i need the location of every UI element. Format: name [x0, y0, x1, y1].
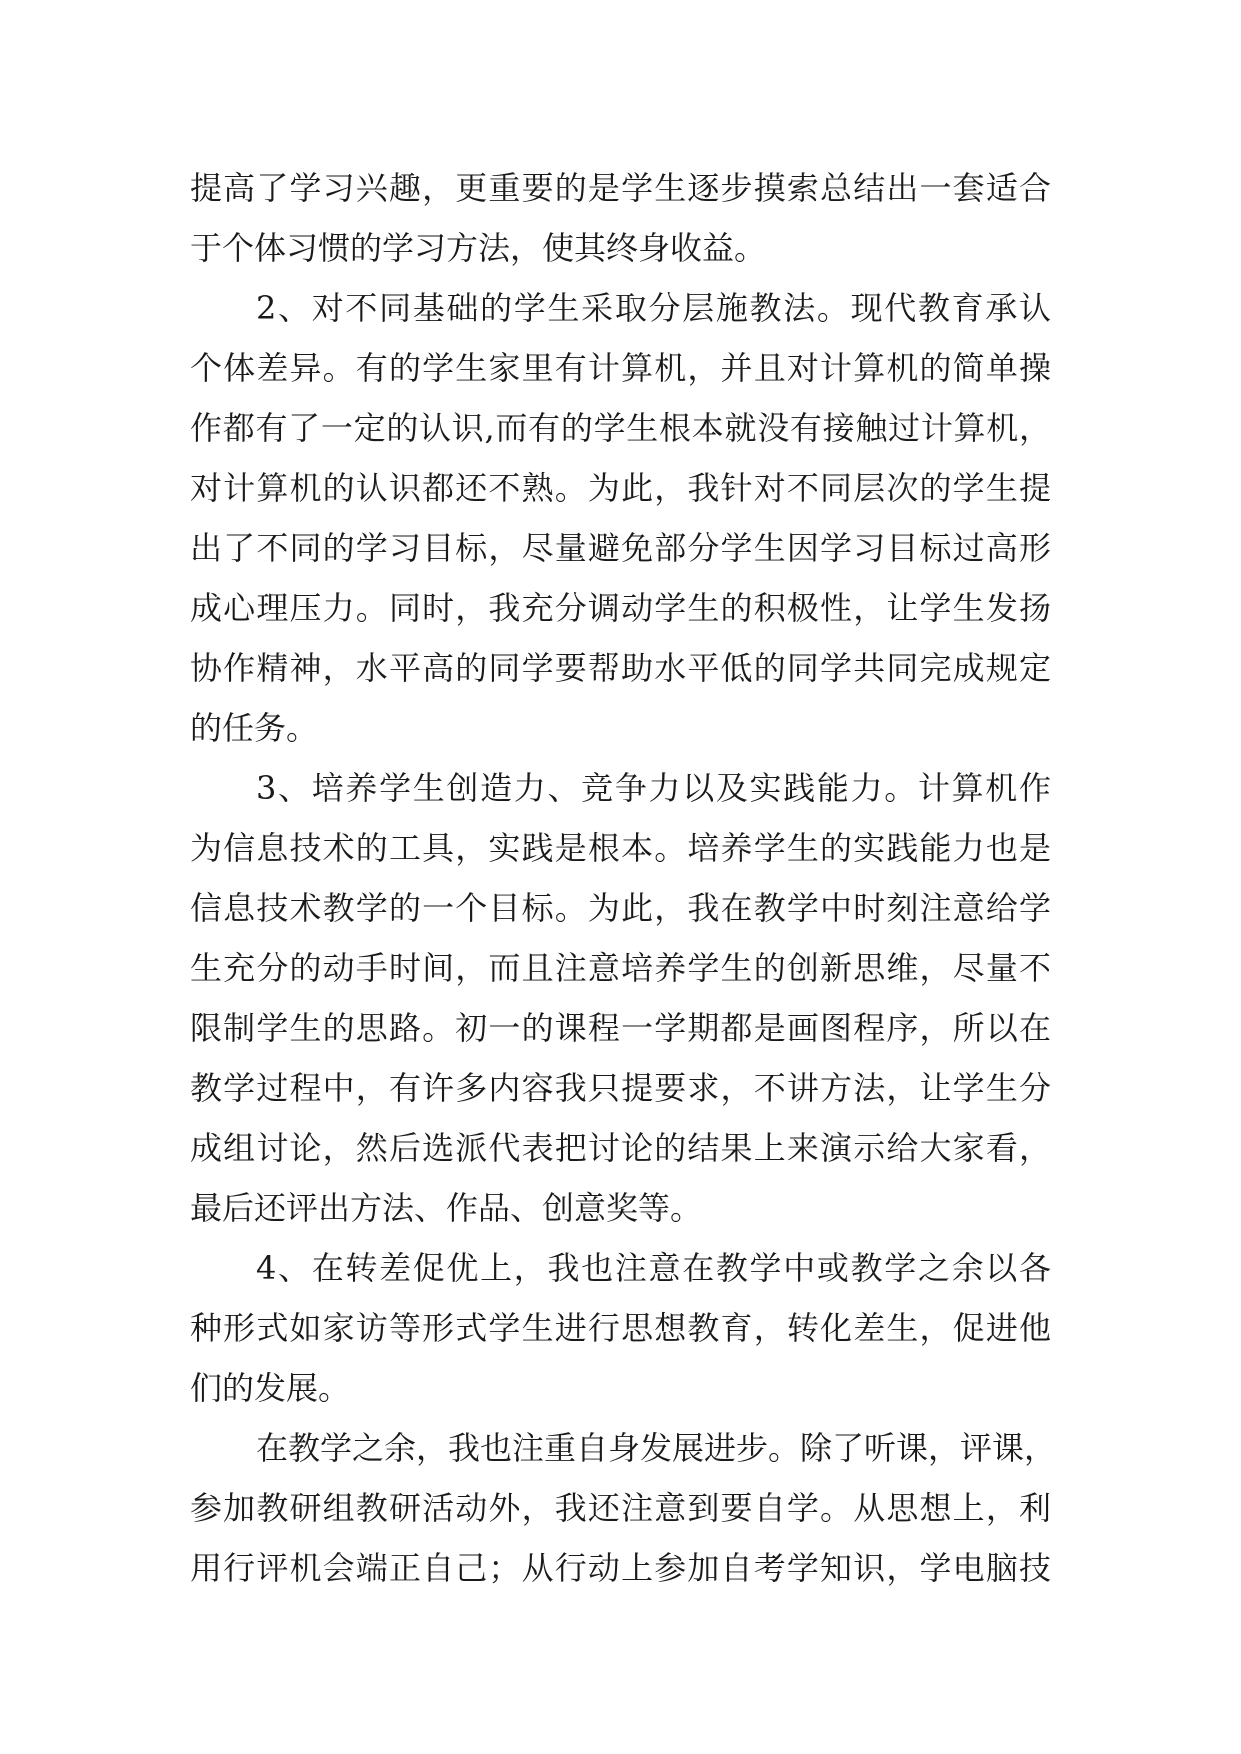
text-line: 出了不同的学习目标，尽量避免部分学生因学习目标过高形 — [190, 529, 1051, 567]
text-line: 在教学之余，我也注重自身发展进步。除了听课，评课， — [256, 1429, 1057, 1467]
text-line: 参加教研组教研活动外，我还注意到要自学。从思想上，利 — [190, 1489, 1051, 1527]
text-line: 提高了学习兴趣，更重要的是学生逐步摸索总结出一套适合 — [190, 169, 1051, 207]
text-line: 个体差异。有的学生家里有计算机，并且对计算机的简单操 — [190, 349, 1051, 387]
text-line: 教学过程中，有许多内容我只提要求，不讲方法，让学生分 — [190, 1069, 1051, 1107]
text-line: 信息技术教学的一个目标。为此，我在教学中时刻注意给学 — [190, 889, 1051, 927]
text-line: 的任务。 — [190, 709, 319, 747]
text-line: 种形式如家访等形式学生进行思想教育，转化差生，促进他 — [190, 1309, 1051, 1347]
text-line: 作都有了一定的认识,而有的学生根本就没有接触过计算机， — [190, 409, 1051, 447]
text-line: 对计算机的认识都还不熟。为此，我针对不同层次的学生提 — [190, 469, 1051, 507]
text-line: 成组讨论，然后选派代表把讨论的结果上来演示给大家看， — [190, 1129, 1051, 1167]
text-line: 于个体习惯的学习方法，使其终身收益。 — [190, 229, 767, 267]
text-line: 协作精神，水平高的同学要帮助水平低的同学共同完成规定 — [190, 649, 1051, 687]
text-line: 4、在转差促优上，我也注意在教学中或教学之余以各 — [256, 1249, 1051, 1287]
text-line: 3、培养学生创造力、竞争力以及实践能力。计算机作 — [256, 769, 1051, 807]
body-text — [190, 158, 1057, 1598]
text-line: 生充分的动手时间，而且注意培养学生的创新思维，尽量不 — [190, 949, 1051, 987]
text-line: 最后还评出方法、作品、创意奖等。 — [190, 1189, 703, 1227]
text-line: 2、对不同基础的学生采取分层施教法。现代教育承认 — [256, 289, 1051, 327]
text-line: 为信息技术的工具，实践是根本。培养学生的实践能力也是 — [190, 829, 1051, 867]
text-line: 们的发展。 — [190, 1369, 351, 1407]
text-line: 限制学生的思路。初一的课程一学期都是画图程序，所以在 — [190, 1009, 1051, 1047]
text-line: 成心理压力。同时，我充分调动学生的积极性，让学生发扬 — [190, 589, 1051, 627]
text-line: 用行评机会端正自己；从行动上参加自考学知识，学电脑技 — [190, 1549, 1051, 1587]
